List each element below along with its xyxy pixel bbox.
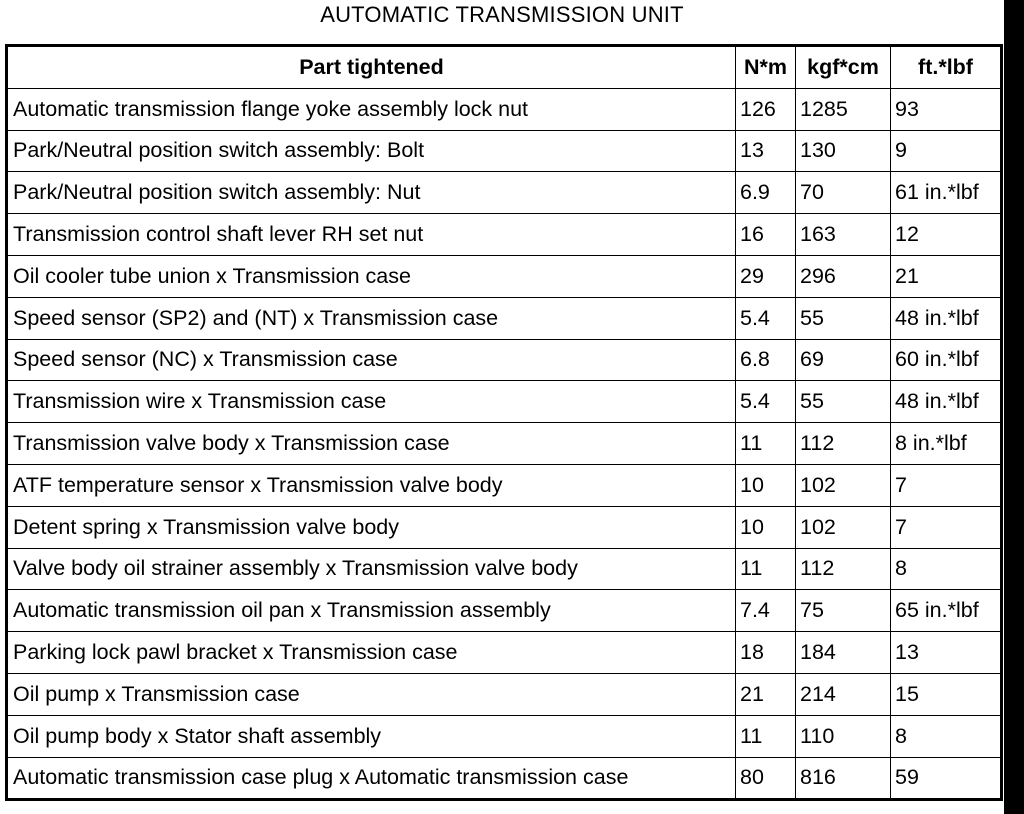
ftlbf-cell: 9 <box>891 130 1002 172</box>
part-cell: Automatic transmission oil pan x Transmission assembly <box>7 590 736 632</box>
nm-cell: 29 <box>736 255 796 297</box>
table-row <box>7 214 1002 256</box>
torque-spec-table <box>5 44 1003 801</box>
kgfcm-cell: 112 <box>796 548 891 590</box>
kgfcm-cell: 214 <box>796 673 891 715</box>
nm-cell: 80 <box>736 757 796 800</box>
nm-cell: 13 <box>736 130 796 172</box>
table-header-row <box>7 46 1002 89</box>
kgfcm-cell: 69 <box>796 339 891 381</box>
table-row <box>7 130 1002 172</box>
ftlbf-cell: 48 in.*lbf <box>891 381 1002 423</box>
table-row <box>7 297 1002 339</box>
part-cell: Parking lock pawl bracket x Transmission case <box>7 632 736 674</box>
kgfcm-cell: 1285 <box>796 88 891 130</box>
ftlbf-cell: 8 <box>891 548 1002 590</box>
part-cell: Park/Neutral position switch assembly: Bolt <box>7 130 736 172</box>
nm-cell: 5.4 <box>736 381 796 423</box>
nm-cell: 21 <box>736 673 796 715</box>
ftlbf-cell: 93 <box>891 88 1002 130</box>
table-row <box>7 381 1002 423</box>
ftlbf-cell: 61 in.*lbf <box>891 172 1002 214</box>
kgfcm-cell: 102 <box>796 464 891 506</box>
kgfcm-cell: 112 <box>796 423 891 465</box>
kgfcm-cell: 184 <box>796 632 891 674</box>
nm-cell: 6.9 <box>736 172 796 214</box>
table-row <box>7 423 1002 465</box>
page-title: AUTOMATIC TRANSMISSION UNIT <box>320 2 684 27</box>
ftlbf-cell: 7 <box>891 506 1002 548</box>
ftlbf-cell: 15 <box>891 673 1002 715</box>
ftlbf-cell: 59 <box>891 757 1002 800</box>
ftlbf-cell: 12 <box>891 214 1002 256</box>
kgfcm-cell: 296 <box>796 255 891 297</box>
table-row <box>7 757 1002 800</box>
ftlbf-cell: 21 <box>891 255 1002 297</box>
ftlbf-cell: 8 <box>891 715 1002 757</box>
nm-cell: 6.8 <box>736 339 796 381</box>
kgfcm-cell: 102 <box>796 506 891 548</box>
part-cell: Speed sensor (SP2) and (NT) x Transmission case <box>7 297 736 339</box>
part-cell: Oil cooler tube union x Transmission case <box>7 255 736 297</box>
nm-cell: 16 <box>736 214 796 256</box>
ftlbf-cell: 13 <box>891 632 1002 674</box>
ftlbf-cell: 60 in.*lbf <box>891 339 1002 381</box>
kgfcm-cell: 75 <box>796 590 891 632</box>
kgfcm-cell: 163 <box>796 214 891 256</box>
kgfcm-cell: 130 <box>796 130 891 172</box>
part-cell: Transmission valve body x Transmission case <box>7 423 736 465</box>
table-row <box>7 548 1002 590</box>
header-nm: N*m <box>736 46 796 89</box>
table-row <box>7 590 1002 632</box>
table-row <box>7 632 1002 674</box>
part-cell: Detent spring x Transmission valve body <box>7 506 736 548</box>
ftlbf-cell: 8 in.*lbf <box>891 423 1002 465</box>
nm-cell: 18 <box>736 632 796 674</box>
header-kgfcm: kgf*cm <box>796 46 891 89</box>
kgfcm-cell: 816 <box>796 757 891 800</box>
nm-cell: 126 <box>736 88 796 130</box>
part-cell: Speed sensor (NC) x Transmission case <box>7 339 736 381</box>
table-row <box>7 339 1002 381</box>
part-cell: Transmission control shaft lever RH set nut <box>7 214 736 256</box>
part-cell: Transmission wire x Transmission case <box>7 381 736 423</box>
part-cell: Oil pump x Transmission case <box>7 673 736 715</box>
nm-cell: 5.4 <box>736 297 796 339</box>
nm-cell: 10 <box>736 506 796 548</box>
part-cell: Automatic transmission case plug x Automatic transmission case <box>7 757 736 800</box>
ftlbf-cell: 7 <box>891 464 1002 506</box>
header-part-tightened: Part tightened <box>7 46 736 89</box>
nm-cell: 11 <box>736 715 796 757</box>
nm-cell: 10 <box>736 464 796 506</box>
table-row <box>7 464 1002 506</box>
part-cell: Oil pump body x Stator shaft assembly <box>7 715 736 757</box>
kgfcm-cell: 55 <box>796 381 891 423</box>
table-row <box>7 715 1002 757</box>
right-edge-bar <box>1004 0 1024 814</box>
ftlbf-cell: 65 in.*lbf <box>891 590 1002 632</box>
header-ftlbf: ft.*lbf <box>891 46 1002 89</box>
nm-cell: 7.4 <box>736 590 796 632</box>
part-cell: Valve body oil strainer assembly x Transmission valve body <box>7 548 736 590</box>
ftlbf-cell: 48 in.*lbf <box>891 297 1002 339</box>
kgfcm-cell: 110 <box>796 715 891 757</box>
table-row <box>7 673 1002 715</box>
table-row <box>7 172 1002 214</box>
part-cell: Automatic transmission flange yoke assembly lock nut <box>7 88 736 130</box>
table-row <box>7 255 1002 297</box>
part-cell: Park/Neutral position switch assembly: Nut <box>7 172 736 214</box>
table-row <box>7 506 1002 548</box>
kgfcm-cell: 70 <box>796 172 891 214</box>
table-row <box>7 88 1002 130</box>
nm-cell: 11 <box>736 548 796 590</box>
kgfcm-cell: 55 <box>796 297 891 339</box>
nm-cell: 11 <box>736 423 796 465</box>
part-cell: ATF temperature sensor x Transmission valve body <box>7 464 736 506</box>
